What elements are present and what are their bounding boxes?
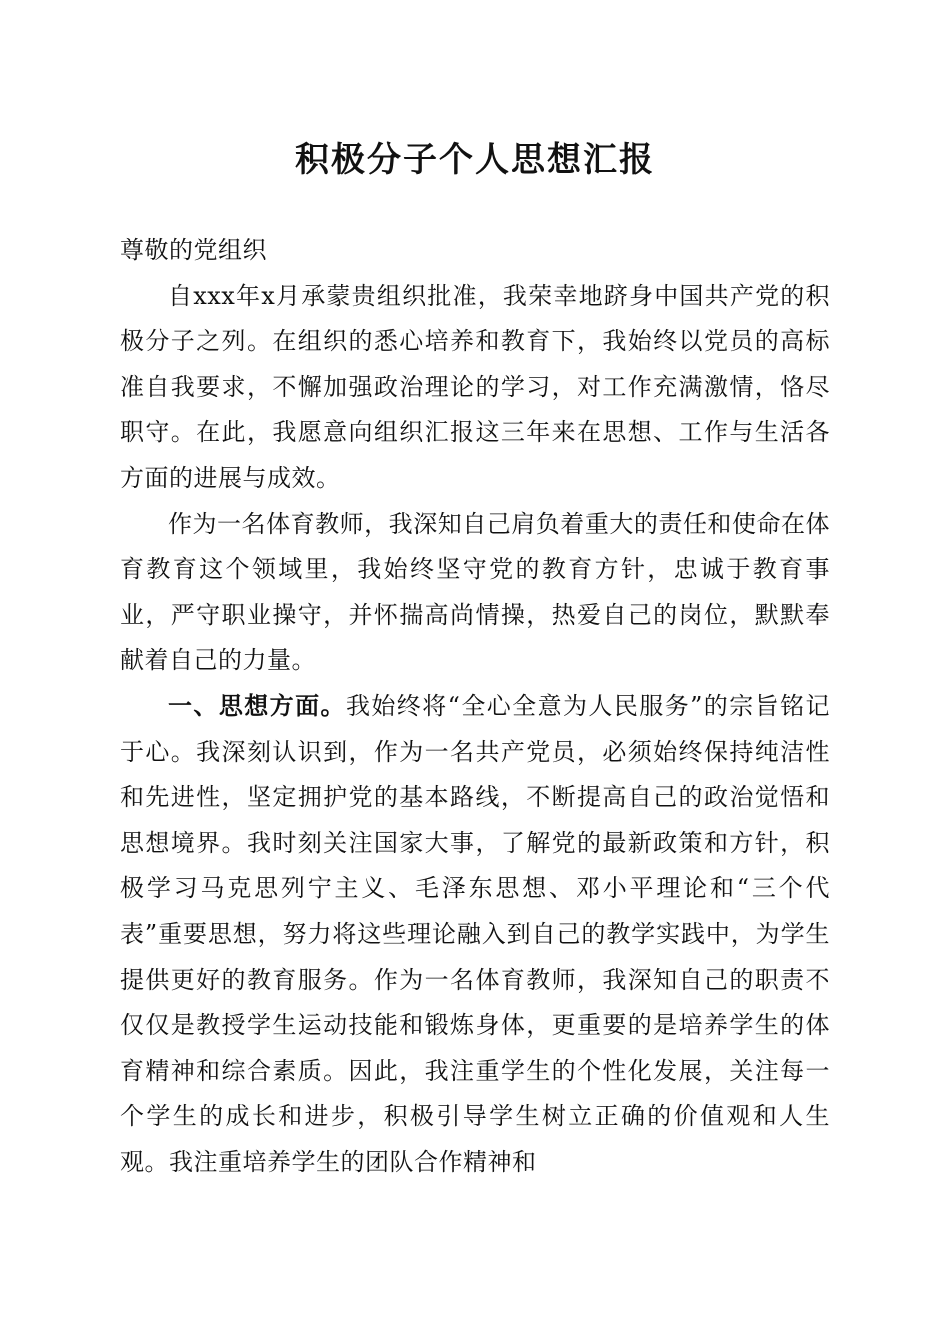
section-1-heading: 一、思想方面。 [168, 691, 346, 720]
document-body [120, 228, 830, 1185]
section-1-text: 我始终将“全心全意为人民服务”的宗旨铭记于心。我深刻认识到，作为一名共产党员，必须始终保持纯洁性和先进性，坚定拥护党的基本路线，不断提高自己的政治觉悟和思想境界。我时刻关注国家大事，了解党的最新政策和方针，积极学习马克思列宁主义、毛泽东思想、邓小平理论和“三个代表”重要思想，努力将这些理论融入到自己的教学实践中，为学生提供更好的教育服务。作为一名体育教师，我深知自己的职责不仅仅是教授学生运动技能和锻炼身体，更重要的是培养学生的体育精神和综合素质。因此，我注重学生的个性化发展，关注每一个学生的成长和进步，积极引导学生树立正确的价值观和人生观。我注重培养学生的团队合作精神和 [120, 691, 830, 1176]
salutation: 尊敬的党组织 [120, 236, 267, 264]
paragraph-section-1 [120, 684, 830, 1186]
document-title: 积极分子个人思想汇报 [295, 140, 655, 180]
paragraph-role: 作为一名体育教师，我深知自己肩负着重大的责任和使命在体育教育这个领域里，我始终坚守党的教育方针，忠诚于教育事业，严守职业操守，并怀揣高尚情操，热爱自己的岗位，默默奉献着自己的力量。 [120, 509, 830, 675]
paragraph-intro: 自xxx年x月承蒙贵组织批准，我荣幸地跻身中国共产党的积极分子之列。在组织的悉心培养和教育下，我始终以党员的高标准自我要求，不懈加强政治理论的学习，对工作充满激情，恪尽职守。在此，我愿意向组织汇报这三年来在思想、工作与生活各方面的进展与成效。 [120, 281, 830, 492]
